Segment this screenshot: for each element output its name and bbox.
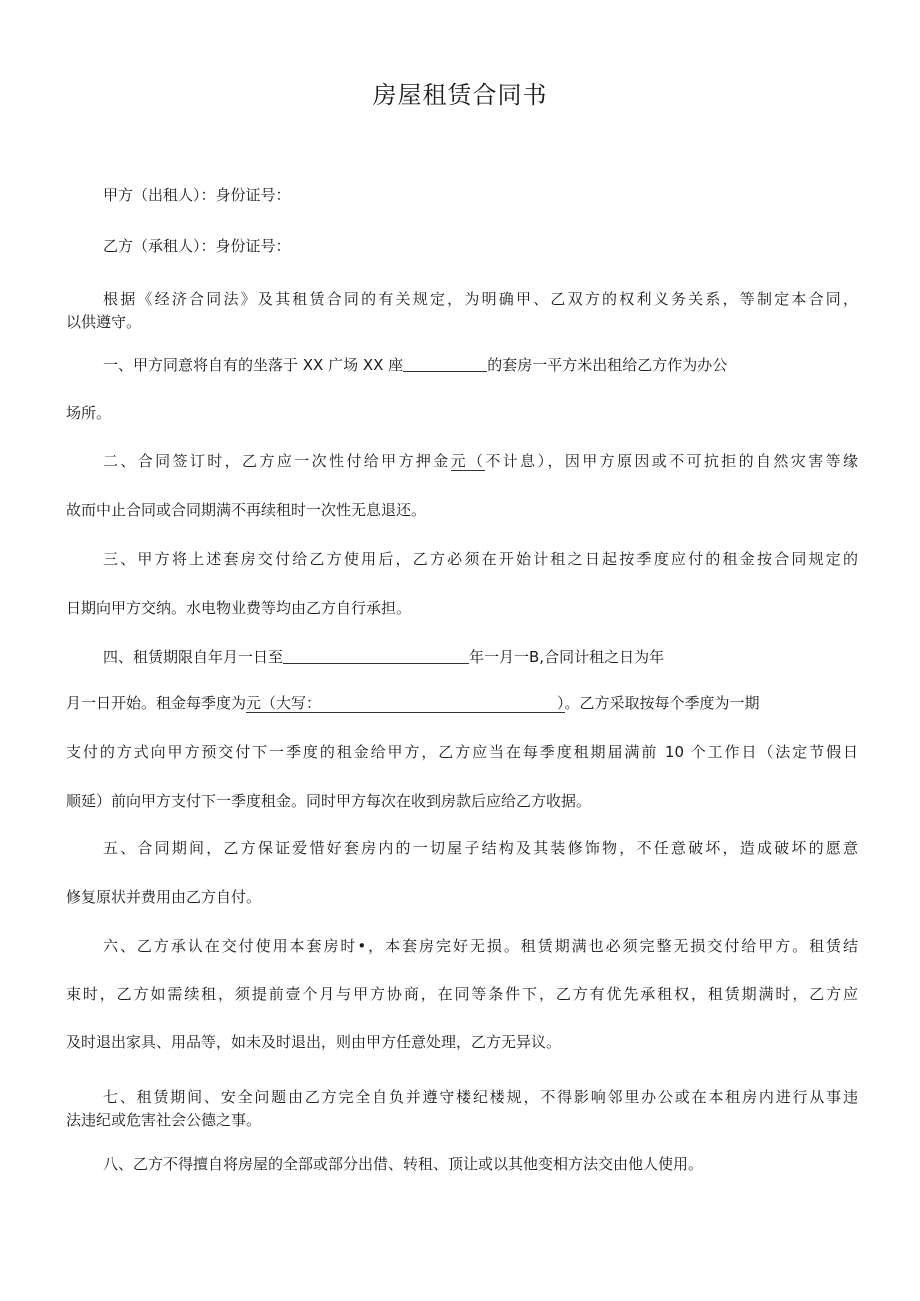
clause-1-blank-address xyxy=(403,353,487,372)
clause-4-line-2 xyxy=(66,692,858,714)
clause-6-line-2: 束时，乙方如需续租，须提前壹个月与甲方协商，在同等条件下，乙方有优先承租权，租赁期满时，乙方应 xyxy=(66,985,858,1003)
clause-7-line-1: 七、租赁期间、安全问题由乙方完全自负并遵守楼纪楼规，不得影响邻里办公或在本租房内进行从事违 xyxy=(103,1088,858,1106)
clause-4-line-4: 顺延）前向甲方支付下一季度租金。同时甲方每次在收到房款后应给乙方收据。 xyxy=(66,792,592,810)
clause-5-line-2: 修复原状并费用由乙方自付。 xyxy=(66,888,262,906)
clause-4-blank-end-date xyxy=(283,645,469,664)
clause-4-rent-words-close: ） xyxy=(557,694,565,712)
party-a-line: 甲方（出租人）：身份证号： xyxy=(103,186,291,204)
clause-6-line-3: 及时退出家具、用品等，如未及时退出，则由甲方任意处理，乙方无异议。 xyxy=(66,1033,562,1051)
clause-4-text-b: 年一月一B,合同计租之日为年 xyxy=(469,648,665,666)
clause-2-deposit-underline: 元（ xyxy=(450,452,486,470)
clause-2-line-1 xyxy=(103,450,858,472)
preamble-line-2: 以供遵守。 xyxy=(66,313,142,331)
clause-1-text-b: 的套房一平方米出租给乙方作为办公 xyxy=(487,356,728,374)
clause-4-text-a: 四、租赁期限自年月一日至 xyxy=(103,648,284,666)
preamble-line-1: 根据《经济合同法》及其租赁合同的有关规定，为明确甲、乙双方的权利义务关系，等制定本合同， xyxy=(103,290,858,308)
clause-4-line-2-text-b: 。乙方采取按每个季度为一期 xyxy=(564,694,760,712)
party-b-line: 乙方（承租人）：身份证号： xyxy=(103,237,291,255)
clause-2-line-2: 故而中止合同或合同期满不再续租时一次性无息退还。 xyxy=(66,501,427,519)
clause-4-rent-words-open: 元（大写： xyxy=(246,694,322,712)
clause-3-line-1: 三、甲方将上述套房交付给乙方使用后，乙方必须在开始计租之日起按季度应付的租金按合同规定的 xyxy=(103,550,858,568)
clause-4-line-2-text-a: 月一日开始。租金每季度为 xyxy=(66,694,247,712)
clause-4-line-1 xyxy=(103,645,858,668)
clause-4-rent-amount-underline xyxy=(246,694,565,713)
clause-1-text-a: 一、甲方同意将自有的坐落于 XX 广场 XX 座 xyxy=(103,356,404,374)
clause-2-text-a: 二、合同签订时，乙方应一次性付给甲方押金 xyxy=(103,452,451,470)
clause-1-line-1 xyxy=(103,353,858,376)
clause-1-line-2: 场所。 xyxy=(66,404,112,422)
clause-6-line-1: 六、乙方承认在交付使用本套房时•，本套房完好无损。租赁期满也必须完整无损交付给甲方。租赁结 xyxy=(103,937,858,955)
document-title: 房屋租赁合同书 xyxy=(372,81,548,109)
clause-2-text-b: 不计息），因甲方原因或不可抗拒的自然灾害等缘 xyxy=(485,452,858,470)
clause-3-line-2: 日期向甲方交纳。水电物业费等均由乙方自行承担。 xyxy=(66,599,412,617)
clause-5-line-1: 五、合同期间，乙方保证爱惜好套房内的一切屋子结构及其装修饰物，不任意破坏，造成破坏的愿意 xyxy=(103,839,858,857)
clause-4-line-3: 支付的方式向甲方预交付下一季度的租金给甲方，乙方应当在每季度租期届满前 10 个工作日（法定节假日 xyxy=(66,743,858,761)
clause-7-line-2: 法违纪或危害社会公德之事。 xyxy=(66,1111,262,1129)
clause-8-line-1: 八、乙方不得擅自将房屋的全部或部分出借、转租、顶让或以其他变相方法交由他人使用。 xyxy=(103,1155,704,1173)
